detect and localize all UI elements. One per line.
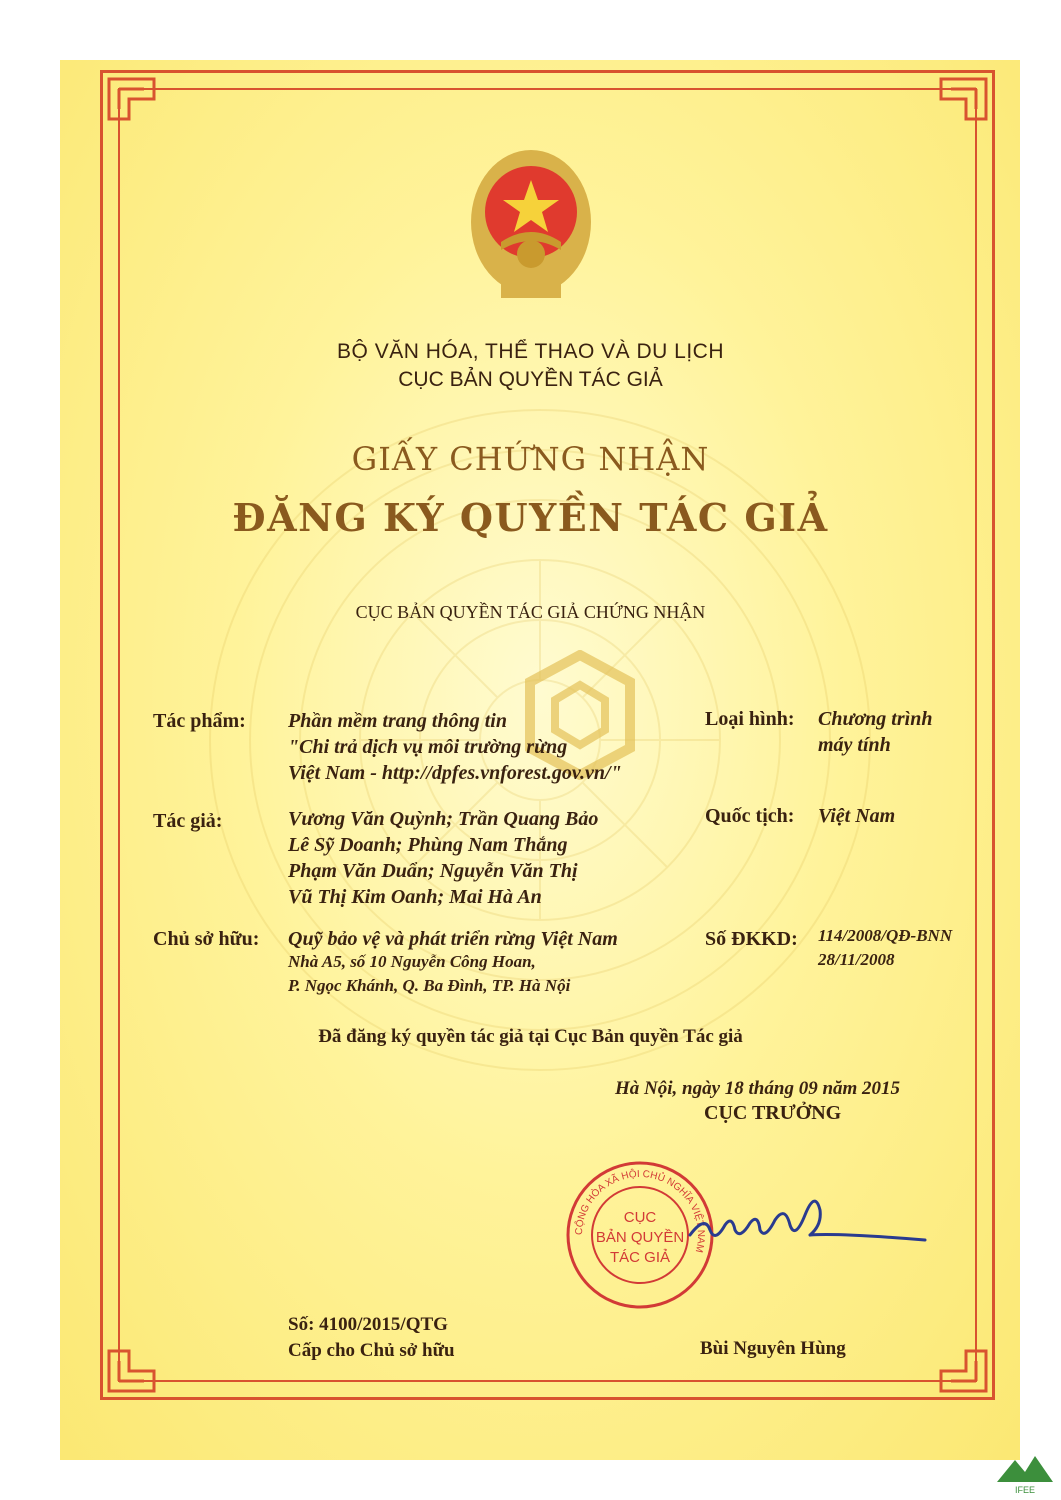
corner-ornament-bottom-right [921,1326,991,1396]
author-line: Vương Văn Quỳnh; Trần Quang Bảo [288,808,599,830]
type-line: Chương trình [818,708,933,730]
signer-name: Bùi Nguyên Hùng [700,1338,846,1359]
owner-name: Quỹ bảo vệ và phát triển rừng Việt Nam [288,928,618,950]
seal-center-line: BẢN QUYỀN [595,1229,685,1246]
type-line: máy tính [818,734,891,756]
business-line: 28/11/2008 [818,950,895,969]
type-label: Loại hình: [705,708,795,730]
corner-ornament-top-left [104,74,174,144]
registered-statement: Đã đăng ký quyền tác giả tại Cục Bản quyền Tác giả [318,1026,743,1047]
author-line: Phạm Văn Duẩn; Nguyễn Văn Thị [288,860,578,882]
address-line: P. Ngọc Khánh, Q. Ba Đình, TP. Hà Nội [288,976,571,995]
owner-label: Chủ sở hữu: [153,928,260,950]
work-line: Phần mềm trang thông tin [288,710,507,732]
handwritten-signature [680,1185,930,1265]
department-name: CỤC BẢN QUYỀN TÁC GIẢ [398,368,663,391]
national-emblem [466,142,596,312]
business-line: 114/2008/QĐ-BNN [818,926,953,945]
work-value [288,708,622,786]
nationality-value: Việt Nam [818,805,896,827]
certifies-line: CỤC BẢN QUYỀN TÁC GIẢ CHỨNG NHẬN [355,602,706,622]
corner-ornament-top-right [921,74,991,144]
business-label: Số ĐKKD: [705,928,798,950]
certificate-subtitle: ĐĂNG KÝ QUYỀN TÁC GIẢ [232,495,829,540]
work-line: Việt Nam - http://dpfes.vnforest.gov.vn/" [288,762,622,784]
ministry-name: BỘ VĂN HÓA, THỂ THAO VÀ DU LỊCH [337,340,724,363]
address-line: Nhà A5, số 10 Nguyễn Công Hoan, [288,952,536,971]
type-value [818,706,932,758]
certificate-title: GIẤY CHỨNG NHẬN [351,440,710,478]
seal-center-line: CỤC [623,1209,657,1226]
issued-to: Cấp cho Chủ sở hữu [288,1340,455,1361]
ifee-logo [995,1452,1055,1496]
authors-label: Tác giả: [153,810,223,832]
ifee-logo-text: IFEE [1014,1485,1036,1495]
owner-address [288,950,570,998]
seal-center-line: TÁC GIẢ [609,1249,671,1266]
author-line: Lê Sỹ Doanh; Phùng Nam Thắng [288,834,568,856]
nationality-label: Quốc tịch: [705,805,795,827]
seal-ring-text: CỘNG HÒA XÃ HỘI CHỦ NGHĨA VIỆT NAM [573,1168,707,1254]
certificate-number: Số: 4100/2015/QTG [288,1314,448,1335]
authors-value [288,806,598,910]
work-line: "Chi trả dịch vụ môi trường rừng [288,736,568,758]
business-value [818,924,952,972]
corner-ornament-bottom-left [104,1326,174,1396]
issue-date: Hà Nội, ngày 18 tháng 09 năm 2015 [615,1078,901,1099]
work-label: Tác phẩm: [153,710,246,732]
signer-position: CỤC TRƯỞNG [704,1102,842,1124]
author-line: Vũ Thị Kim Oanh; Mai Hà An [288,886,542,908]
